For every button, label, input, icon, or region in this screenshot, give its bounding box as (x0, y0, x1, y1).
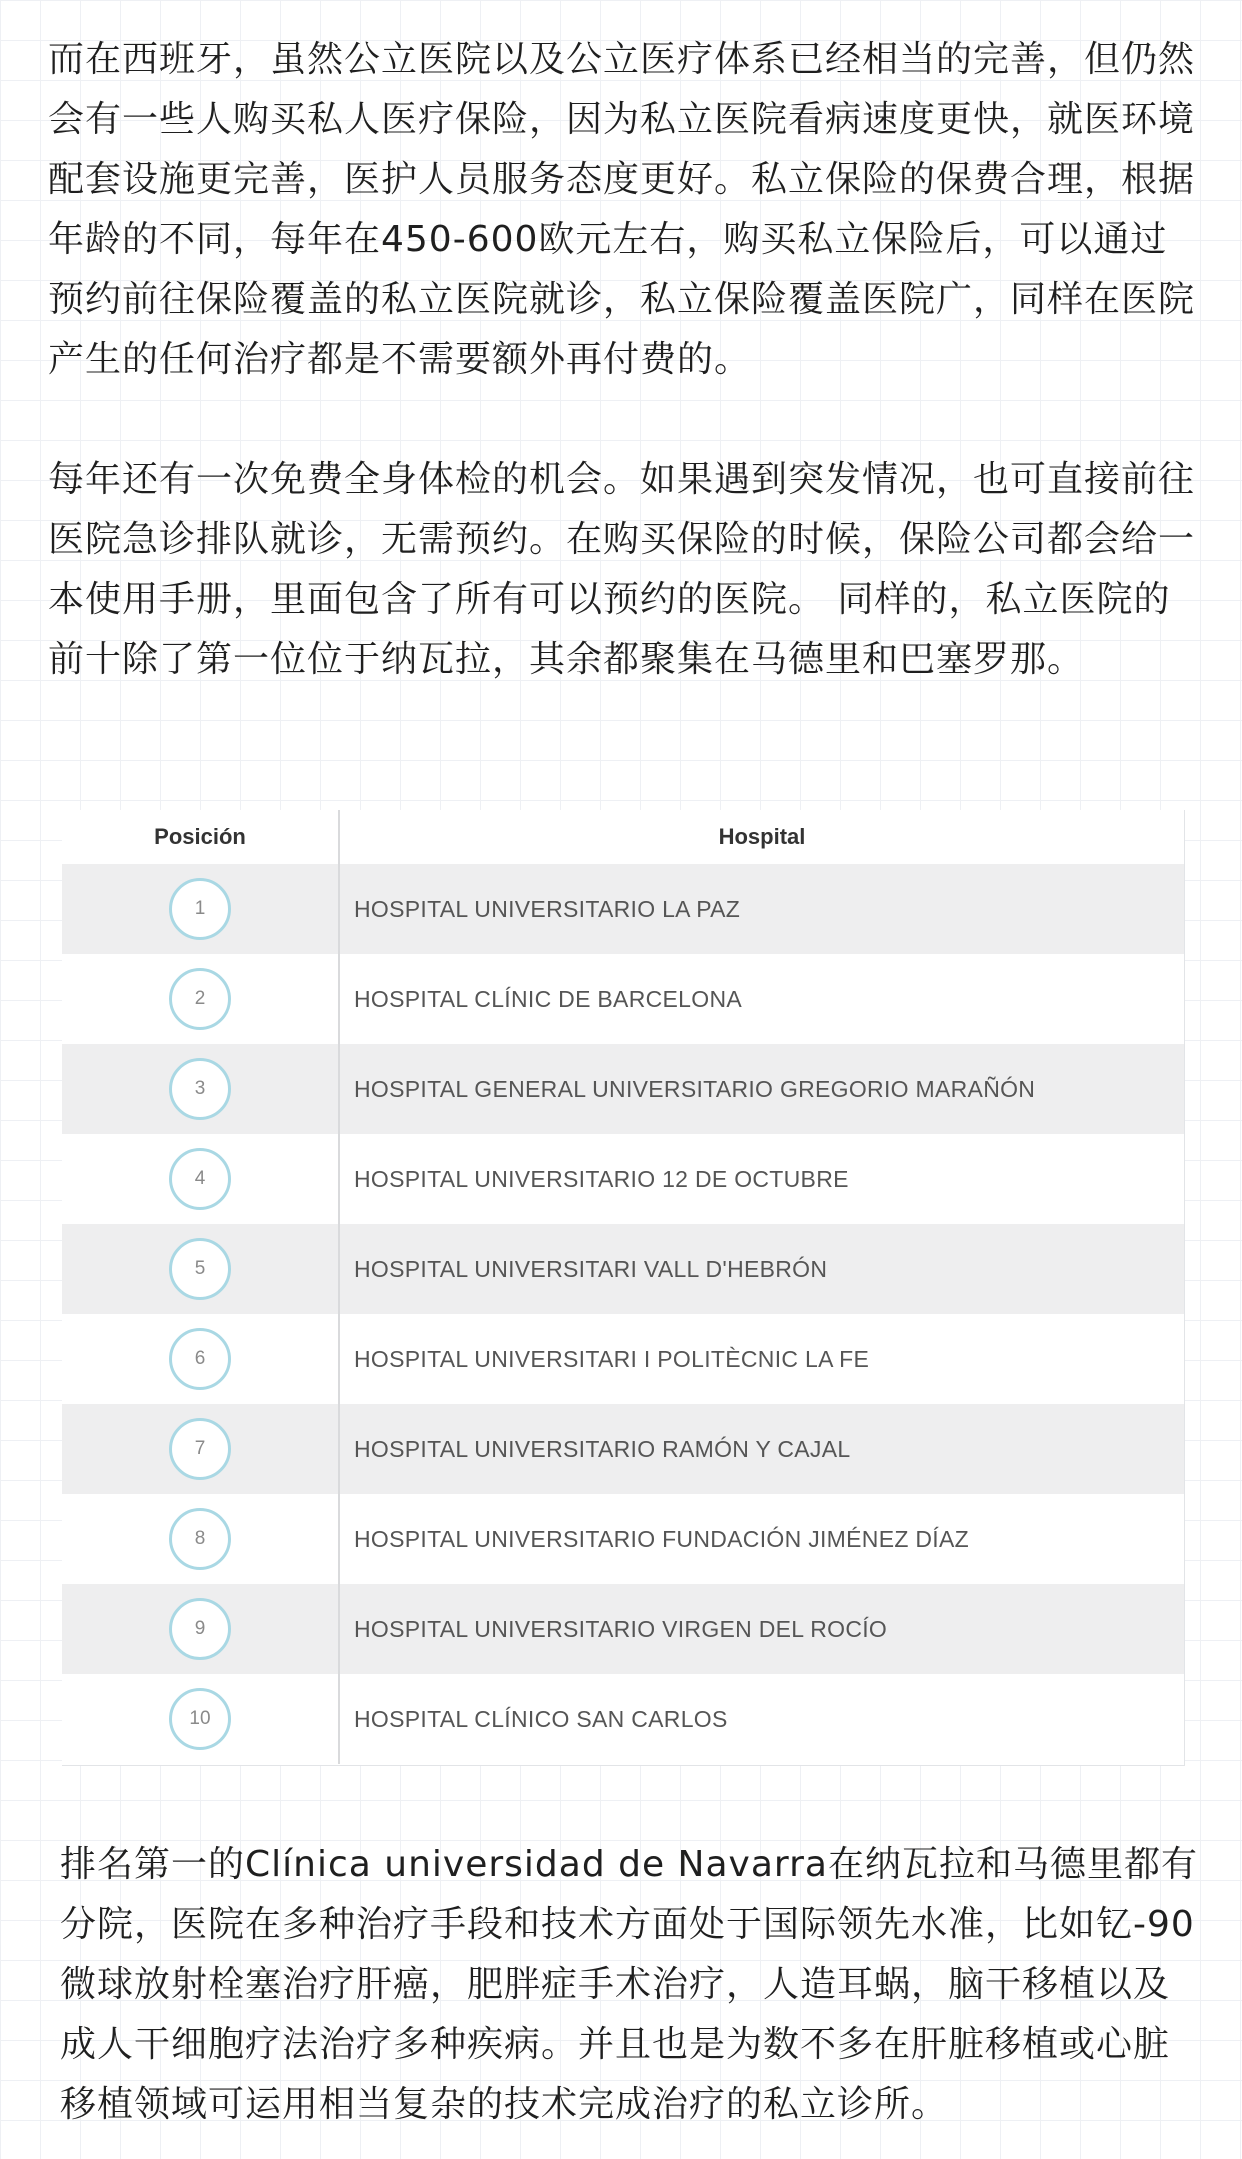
table-row (62, 954, 1184, 1044)
header-position: Posición (62, 810, 340, 864)
hospital-name: HOSPITAL CLÍNICO SAN CARLOS (354, 1705, 728, 1732)
paragraph-intro: 而在西班牙，虽然公立医院以及公立医疗体系已经相当的完善，但仍然会有一些人购买私人医疗保险，因为私立医院看病速度更快，就医环境配套设施更完善，医护人员服务态度更好。私立保险的保费合理，根据年龄的不同，每年在450-600欧元左右，购买私立保险后，可以通过预约前往保险覆盖的私立医院就诊，私立保险覆盖医院广，同样在医院产生的任何治疗都是不需要额外再付费的。 (48, 39, 1196, 380)
rank-circle-badge: 8 (169, 1508, 231, 1570)
hospital-name: HOSPITAL UNIVERSITARI I POLITÈCNIC LA FE (354, 1345, 870, 1372)
rank-circle-badge: 3 (169, 1058, 231, 1120)
rank-circle-badge: 4 (169, 1148, 231, 1210)
table-row (62, 1404, 1184, 1494)
rank-circle-badge: 6 (169, 1328, 231, 1390)
table-row (62, 1314, 1184, 1404)
table-row (62, 1044, 1184, 1134)
table-row (62, 1134, 1184, 1224)
table-row (62, 1584, 1184, 1674)
hospital-name: HOSPITAL GENERAL UNIVERSITARIO GREGORIO MARAÑÓN (354, 1075, 1036, 1102)
hospital-name: HOSPITAL UNIVERSITARIO VIRGEN DEL ROCÍO (354, 1615, 888, 1642)
header-hospital: Hospital (718, 824, 806, 849)
hospital-name: HOSPITAL UNIVERSITARIO FUNDACIÓN JIMÉNEZ DÍAZ (354, 1525, 969, 1552)
rank-circle-badge: 5 (169, 1238, 231, 1300)
table-header (62, 810, 1184, 864)
hospital-name: HOSPITAL UNIVERSITARIO LA PAZ (354, 895, 741, 922)
hospital-name: HOSPITAL UNIVERSITARIO RAMÓN Y CAJAL (354, 1435, 851, 1462)
table-row (62, 1224, 1184, 1314)
paragraph-navarra: 排名第一的Clínica universidad de Navarra在纳瓦拉和马德里都有分院，医院在多种治疗手段和技术方面处于国际领先水准，比如钇-90微球放射栓塞治疗肝癌，肥胖症手术治疗，人造耳蜗，脑干移植以及成人干细胞疗法治疗多种疾病。并且也是为数不多在肝脏移植或心脏移植领域可运用相当复杂的技术完成治疗的私立诊所。 (60, 1844, 1198, 2125)
paragraph-checkup: 每年还有一次免费全身体检的机会。如果遇到突发情况，也可直接前往医院急诊排队就诊，无需预约。在购买保险的时候，保险公司都会给一本使用手册，里面包含了所有可以预约的医院。 同样的，私立医院的前十除了第一位位于纳瓦拉，其余都聚集在马德里和巴塞罗那。 (48, 459, 1196, 680)
rank-circle-badge: 10 (169, 1688, 231, 1750)
rank-circle-badge: 7 (169, 1418, 231, 1480)
table-row (62, 864, 1184, 954)
rank-circle-badge: 2 (169, 968, 231, 1030)
table-row (62, 1674, 1184, 1764)
hospital-name: HOSPITAL CLÍNIC DE BARCELONA (354, 985, 742, 1012)
rank-circle-badge: 1 (169, 878, 231, 940)
hospital-ranking-table (62, 810, 1185, 1766)
table-row (62, 1494, 1184, 1584)
rank-circle-badge: 9 (169, 1598, 231, 1660)
hospital-name: HOSPITAL UNIVERSITARIO 12 DE OCTUBRE (354, 1165, 849, 1192)
hospital-name: HOSPITAL UNIVERSITARI VALL D'HEBRÓN (354, 1255, 828, 1282)
